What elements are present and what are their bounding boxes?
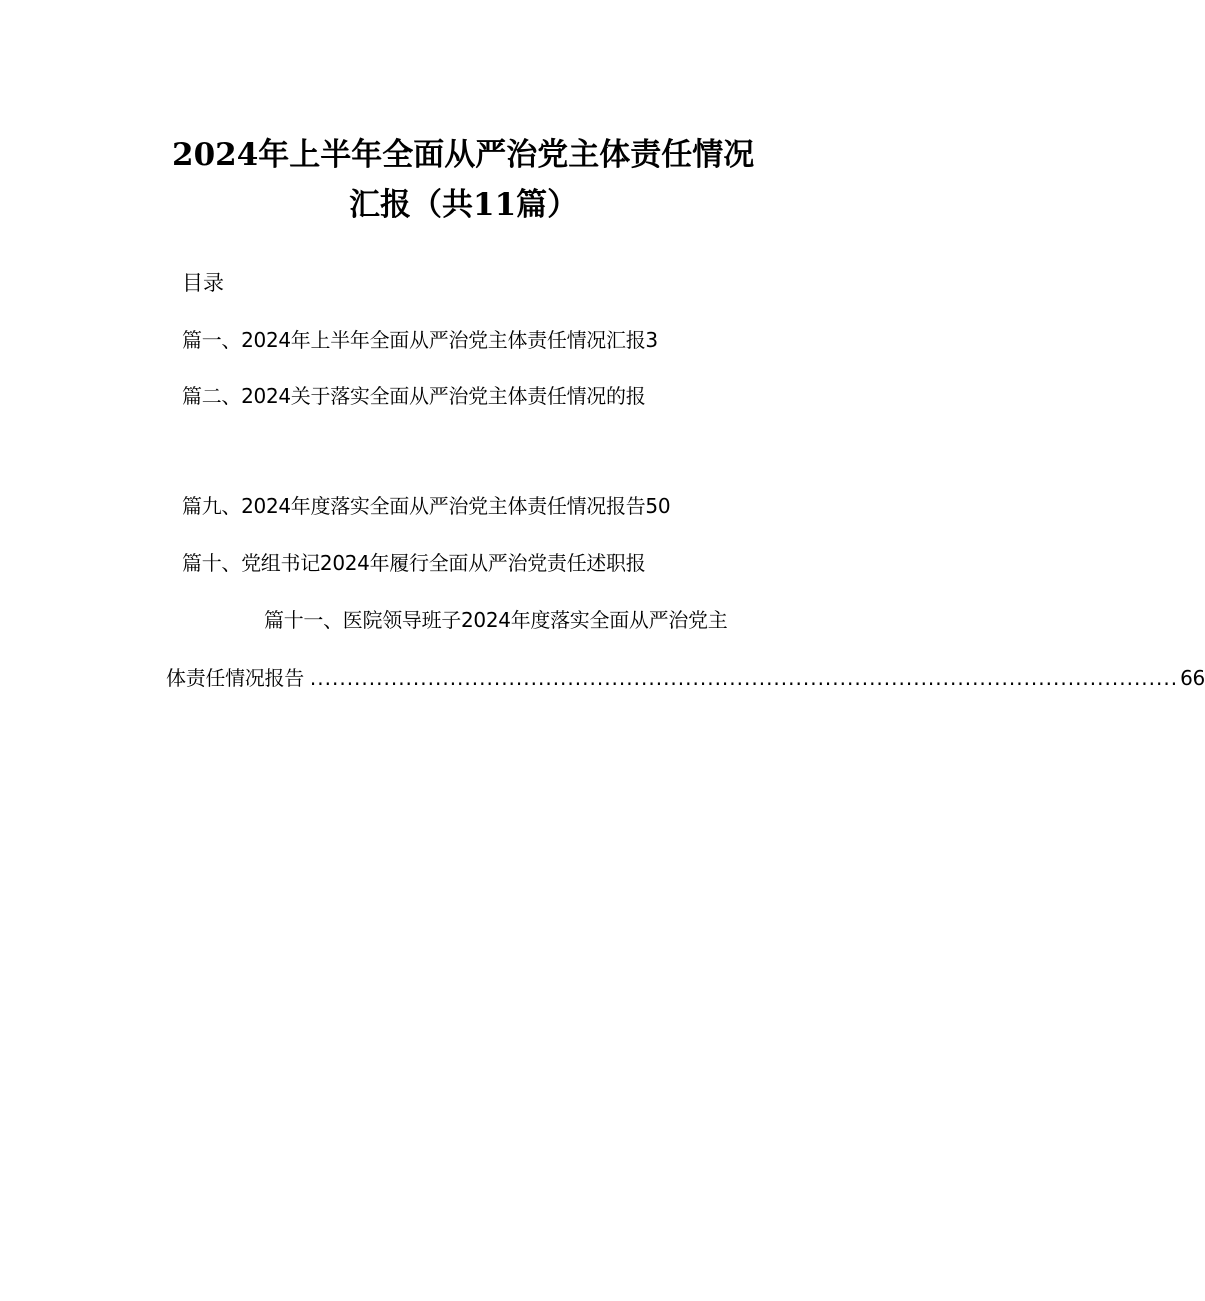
toc-page-number: 66 [1180,666,1205,690]
toc-dot-leader: ...................................................................................................................... [309,666,1179,690]
toc-entry-9[interactable]: 篇九、2024年度落实全面从严治党主体责任情况报告50 [182,494,671,518]
toc-entry-11-line-2[interactable] [166,663,1205,693]
toc-heading: 目录 [182,271,224,295]
document-title-line-2: 汇报（共11篇） [349,187,579,223]
toc-entry-2[interactable]: 篇二、2024关于落实全面从严治党主体责任情况的报 [182,384,646,408]
toc-entry-11-label: 体责任情况报告 [166,666,304,690]
toc-entry-1[interactable]: 篇一、2024年上半年全面从严治党主体责任情况汇报3 [182,328,658,352]
document-title-line-1: 2024年上半年全面从严治党主体责任情况 [172,137,755,173]
toc-entry-10[interactable]: 篇十、党组书记2024年履行全面从严治党责任述职报 [182,551,646,575]
toc-entry-11-line-1[interactable]: 篇十一、医院领导班子2024年度落实全面从严治党主 [264,608,728,632]
